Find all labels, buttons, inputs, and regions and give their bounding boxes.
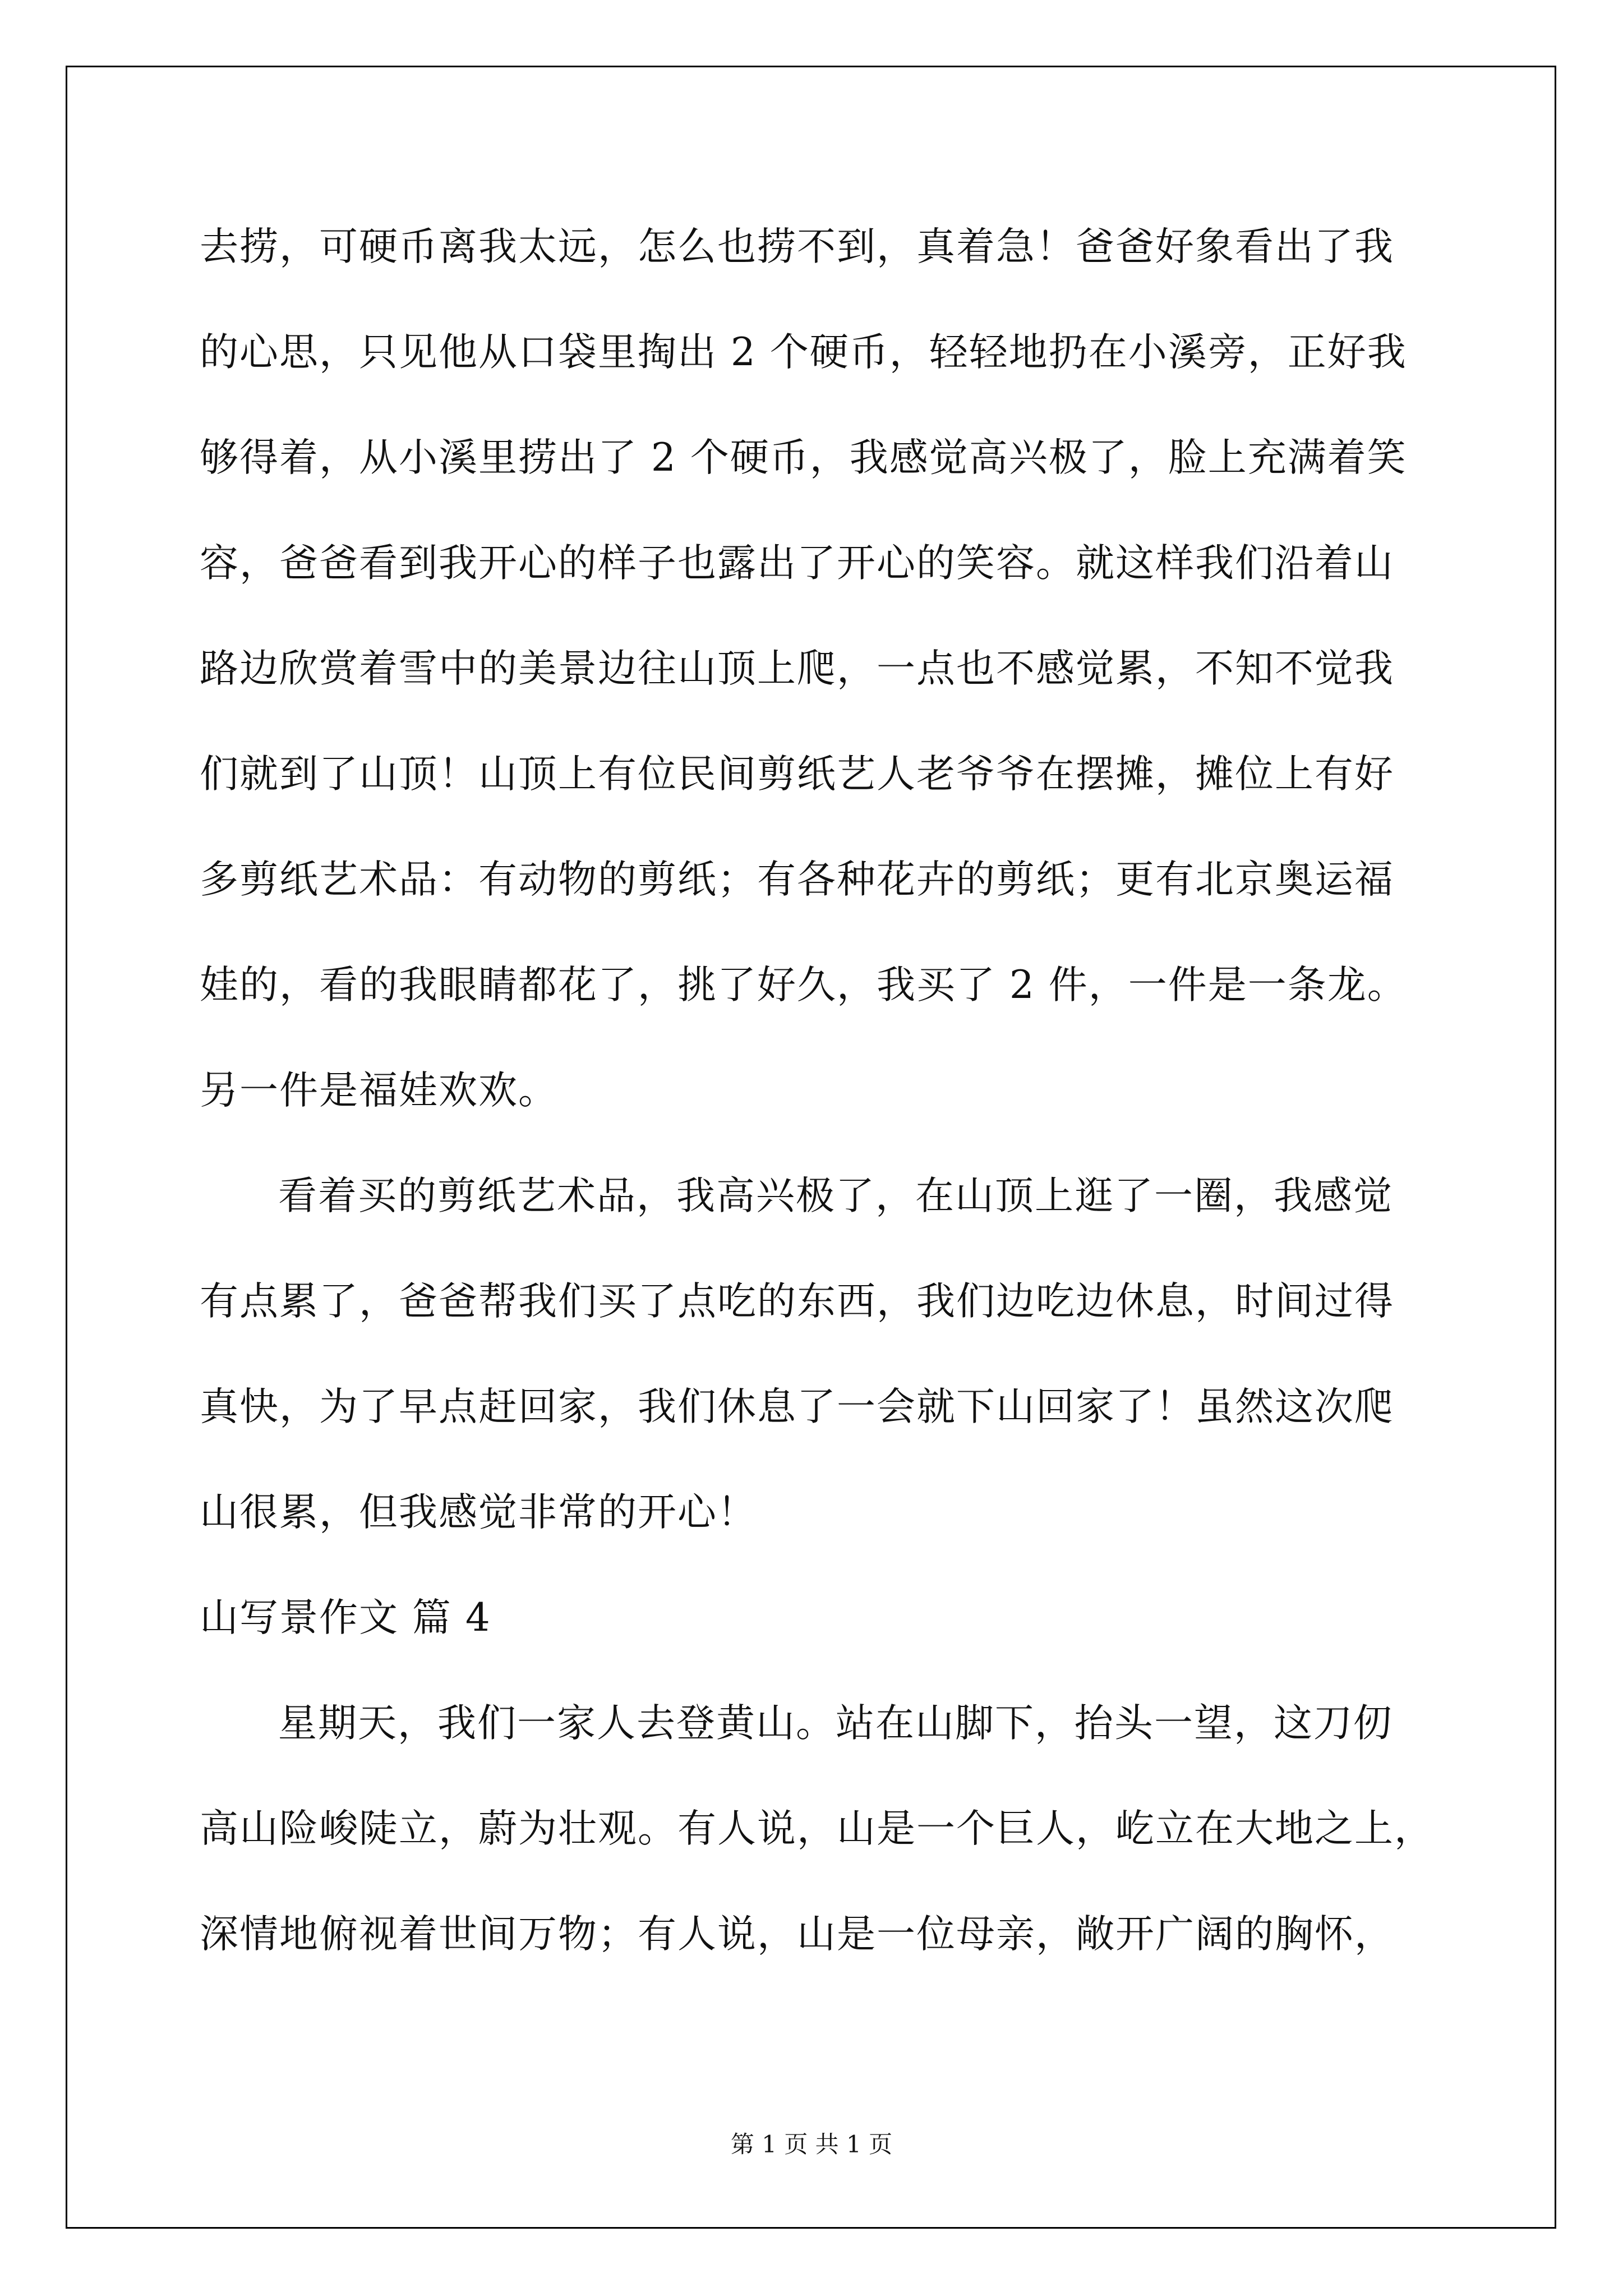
text-line: 多剪纸艺术品：有动物的剪纸；有各种花卉的剪纸；更有北京奥运福 (200, 857, 1394, 902)
text-line: 们就到了山顶！山顶上有位民间剪纸艺人老爷爷在摆摊，摊位上有好 (200, 752, 1394, 797)
text-line: 有点累了，爸爸帮我们买了点吃的东西，我们边吃边休息，时间过得 (200, 1279, 1394, 1324)
section-heading: 山写景作文 篇 4 (200, 1595, 491, 1640)
text-line: 真快，为了早点赶回家，我们休息了一会就下山回家了！虽然这次爬 (200, 1384, 1394, 1429)
text-line: 的心思，只见他从口袋里掏出 2 个硬币，轻轻地扔在小溪旁，正好我 (200, 330, 1407, 375)
text-line: 容，爸爸看到我开心的样子也露出了开心的笑容。就这样我们沿着山 (200, 541, 1394, 586)
text-line: 娃的，看的我眼睛都花了，挑了好久，我买了 2 件，一件是一条龙。 (200, 963, 1407, 1007)
paragraph-1 (200, 219, 1453, 1168)
text-line: 高山险峻陡立，蔚为壮观。有人说，山是一个巨人，屹立在大地之上， (200, 1806, 1434, 1851)
text-line: 看着买的剪纸艺术品，我高兴极了，在山顶上逛了一圈，我感觉 (278, 1174, 1393, 1218)
text-line: 深情地俯视着世间万物；有人说，山是一位母亲，敞开广阔的胸怀， (200, 1912, 1394, 1957)
paragraph-2 (200, 1168, 1453, 1590)
text-line: 星期天，我们一家人去登黄山。站在山脚下，抬头一望，这刀仞 (278, 1701, 1393, 1746)
text-line: 够得着，从小溪里捞出了 2 个硬币，我感觉高兴极了，脸上充满着笑 (200, 435, 1407, 480)
document-body (200, 219, 1453, 2012)
text-line: 路边欣赏着雪中的美景边往山顶上爬，一点也不感觉累，不知不觉我 (200, 646, 1394, 691)
paragraph-3 (200, 1695, 1453, 2012)
page-footer: 第 1 页 共 1 页 (730, 2131, 893, 2158)
text-line: 去捞，可硬币离我太远，怎么也捞不到，真着急！爸爸好象看出了我 (200, 224, 1394, 269)
text-line: 另一件是福娃欢欢。 (200, 1068, 558, 1113)
text-line: 山很累，但我感觉非常的开心！ (200, 1490, 757, 1535)
